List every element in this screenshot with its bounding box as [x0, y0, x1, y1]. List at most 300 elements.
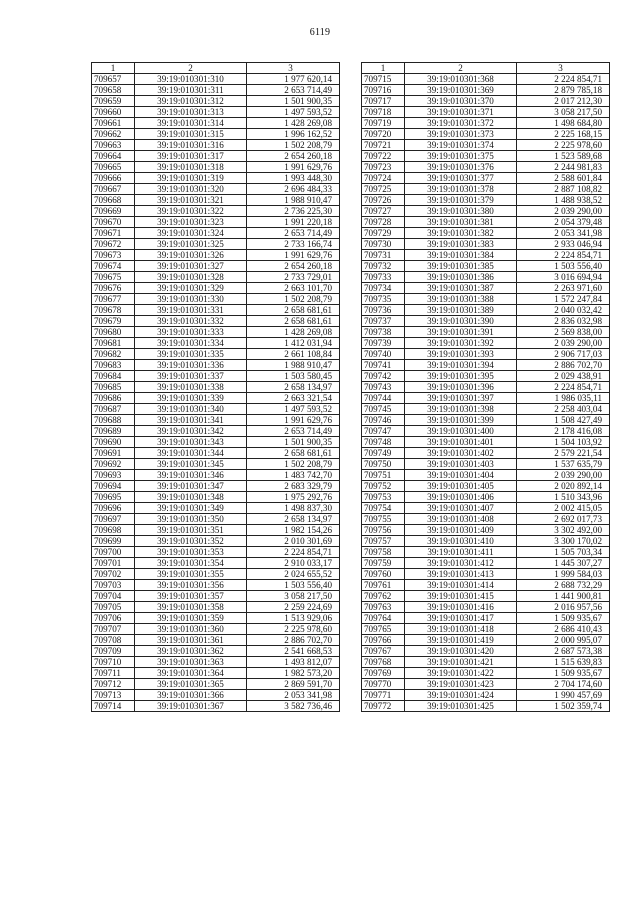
row-number-cell: 709674 [92, 261, 135, 272]
cadastral-number-cell: 39:19:010301:373 [405, 129, 517, 140]
cadastral-value-cell: 2 658 681,61 [247, 448, 340, 459]
cadastral-number-cell: 39:19:010301:398 [405, 404, 517, 415]
row-number-cell: 709665 [92, 162, 135, 173]
cadastral-number-cell: 39:19:010301:418 [405, 624, 517, 635]
cadastral-value-cell: 1 975 292,76 [247, 492, 340, 503]
cadastral-number-cell: 39:19:010301:368 [405, 74, 517, 85]
cadastral-value-cell: 1 503 556,40 [247, 580, 340, 591]
row-number-cell: 709730 [362, 239, 405, 250]
row-number-cell: 709660 [92, 107, 135, 118]
table-row [362, 228, 610, 239]
row-number-cell: 709766 [362, 635, 405, 646]
cadastral-value-cell: 2 588 601,84 [517, 173, 610, 184]
table-row [92, 404, 340, 415]
cadastral-number-cell: 39:19:010301:420 [405, 646, 517, 657]
cadastral-value-table-left [91, 62, 340, 712]
row-number-cell: 709751 [362, 470, 405, 481]
table-row [92, 657, 340, 668]
cadastral-number-cell: 39:19:010301:371 [405, 107, 517, 118]
row-number-cell: 709668 [92, 195, 135, 206]
cadastral-number-cell: 39:19:010301:376 [405, 162, 517, 173]
row-number-cell: 709763 [362, 602, 405, 613]
row-number-cell: 709731 [362, 250, 405, 261]
cadastral-value-cell: 2 224 854,71 [247, 547, 340, 558]
table-row [362, 162, 610, 173]
table-row [362, 305, 610, 316]
row-number-cell: 709682 [92, 349, 135, 360]
cadastral-number-cell: 39:19:010301:421 [405, 657, 517, 668]
row-number-cell: 709722 [362, 151, 405, 162]
cadastral-number-cell: 39:19:010301:316 [135, 140, 247, 151]
row-number-cell: 709703 [92, 580, 135, 591]
table-row [362, 327, 610, 338]
table-row [362, 591, 610, 602]
cadastral-value-cell: 2 040 032,42 [517, 305, 610, 316]
row-number-cell: 709664 [92, 151, 135, 162]
row-number-cell: 709719 [362, 118, 405, 129]
cadastral-value-cell: 2 733 166,74 [247, 239, 340, 250]
row-number-cell: 709735 [362, 294, 405, 305]
table-row [362, 239, 610, 250]
row-number-cell: 709669 [92, 206, 135, 217]
cadastral-number-cell: 39:19:010301:319 [135, 173, 247, 184]
cadastral-number-cell: 39:19:010301:331 [135, 305, 247, 316]
cadastral-value-cell: 1 991 629,76 [247, 415, 340, 426]
cadastral-number-cell: 39:19:010301:380 [405, 206, 517, 217]
table-row [92, 415, 340, 426]
row-number-cell: 709659 [92, 96, 135, 107]
table-row [362, 140, 610, 151]
cadastral-value-cell: 2 654 260,18 [247, 261, 340, 272]
row-number-cell: 709750 [362, 459, 405, 470]
table-row [92, 151, 340, 162]
cadastral-number-cell: 39:19:010301:318 [135, 162, 247, 173]
table-row [362, 503, 610, 514]
table-row [362, 668, 610, 679]
row-number-cell: 709675 [92, 272, 135, 283]
table-row [92, 558, 340, 569]
table-row [92, 85, 340, 96]
cadastral-value-cell: 2 224 854,71 [517, 74, 610, 85]
row-number-cell: 709757 [362, 536, 405, 547]
table-row [362, 85, 610, 96]
cadastral-number-cell: 39:19:010301:425 [405, 701, 517, 712]
cadastral-value-cell: 3 582 736,46 [247, 701, 340, 712]
cadastral-number-cell: 39:19:010301:419 [405, 635, 517, 646]
row-number-cell: 709690 [92, 437, 135, 448]
row-number-cell: 709733 [362, 272, 405, 283]
cadastral-value-cell: 2 053 341,98 [247, 690, 340, 701]
table-row [362, 624, 610, 635]
row-number-cell: 709760 [362, 569, 405, 580]
cadastral-number-cell: 39:19:010301:372 [405, 118, 517, 129]
cadastral-number-cell: 39:19:010301:409 [405, 525, 517, 536]
row-number-cell: 709718 [362, 107, 405, 118]
table-row [362, 184, 610, 195]
cadastral-value-cell: 2 733 729,01 [247, 272, 340, 283]
cadastral-value-cell: 2 224 854,71 [517, 250, 610, 261]
cadastral-value-cell: 2 029 438,91 [517, 371, 610, 382]
cadastral-number-cell: 39:19:010301:356 [135, 580, 247, 591]
cadastral-value-cell: 2 683 329,79 [247, 481, 340, 492]
row-number-cell: 709710 [92, 657, 135, 668]
cadastral-number-cell: 39:19:010301:370 [405, 96, 517, 107]
table-row [362, 481, 610, 492]
cadastral-value-cell: 2 663 321,54 [247, 393, 340, 404]
cadastral-number-cell: 39:19:010301:344 [135, 448, 247, 459]
row-number-cell: 709770 [362, 679, 405, 690]
table-row [92, 118, 340, 129]
cadastral-value-cell: 1 412 031,94 [247, 338, 340, 349]
cadastral-value-cell: 2 039 290,00 [517, 206, 610, 217]
row-number-cell: 709740 [362, 349, 405, 360]
table-row [362, 415, 610, 426]
table-row [92, 492, 340, 503]
cadastral-number-cell: 39:19:010301:396 [405, 382, 517, 393]
table-row [92, 646, 340, 657]
table-row [92, 250, 340, 261]
table-row [92, 261, 340, 272]
row-number-cell: 709687 [92, 404, 135, 415]
table-row [92, 129, 340, 140]
table-row [362, 118, 610, 129]
row-number-cell: 709723 [362, 162, 405, 173]
cadastral-number-cell: 39:19:010301:416 [405, 602, 517, 613]
row-number-cell: 709693 [92, 470, 135, 481]
row-number-cell: 709681 [92, 338, 135, 349]
cadastral-value-cell: 2 054 379,48 [517, 217, 610, 228]
table-row [92, 162, 340, 173]
table-row [92, 580, 340, 591]
cadastral-number-cell: 39:19:010301:315 [135, 129, 247, 140]
table-row [92, 470, 340, 481]
cadastral-value-cell: 3 058 217,50 [247, 591, 340, 602]
cadastral-value-cell: 1 513 929,06 [247, 613, 340, 624]
cadastral-number-cell: 39:19:010301:379 [405, 195, 517, 206]
row-number-cell: 709745 [362, 404, 405, 415]
cadastral-number-cell: 39:19:010301:355 [135, 569, 247, 580]
cadastral-number-cell: 39:19:010301:388 [405, 294, 517, 305]
cadastral-number-cell: 39:19:010301:382 [405, 228, 517, 239]
table-row [92, 481, 340, 492]
cadastral-number-cell: 39:19:010301:330 [135, 294, 247, 305]
row-number-cell: 709756 [362, 525, 405, 536]
row-number-cell: 709743 [362, 382, 405, 393]
table-row [92, 228, 340, 239]
row-number-cell: 709686 [92, 393, 135, 404]
table-row [92, 371, 340, 382]
cadastral-number-cell: 39:19:010301:343 [135, 437, 247, 448]
cadastral-number-cell: 39:19:010301:391 [405, 327, 517, 338]
cadastral-value-cell: 3 058 217,50 [517, 107, 610, 118]
table-row [362, 107, 610, 118]
cadastral-value-cell: 1 990 457,69 [517, 690, 610, 701]
table-row [362, 195, 610, 206]
row-number-cell: 709744 [362, 393, 405, 404]
table-row [92, 690, 340, 701]
cadastral-value-cell: 2 000 995,07 [517, 635, 610, 646]
cadastral-number-cell: 39:19:010301:384 [405, 250, 517, 261]
row-number-cell: 709677 [92, 294, 135, 305]
cadastral-number-cell: 39:19:010301:423 [405, 679, 517, 690]
cadastral-value-cell: 1 428 269,08 [247, 327, 340, 338]
cadastral-value-cell: 1 991 220,18 [247, 217, 340, 228]
table-row [92, 217, 340, 228]
cadastral-value-cell: 2 259 224,69 [247, 602, 340, 613]
table-row [92, 624, 340, 635]
table-row [362, 657, 610, 668]
table-row [92, 668, 340, 679]
row-number-cell: 709749 [362, 448, 405, 459]
table-row [92, 569, 340, 580]
cadastral-number-cell: 39:19:010301:392 [405, 338, 517, 349]
cadastral-value-cell: 2 696 484,33 [247, 184, 340, 195]
row-number-cell: 709670 [92, 217, 135, 228]
row-number-cell: 709717 [362, 96, 405, 107]
cadastral-value-cell: 1 977 620,14 [247, 74, 340, 85]
cadastral-number-cell: 39:19:010301:340 [135, 404, 247, 415]
cadastral-value-cell: 2 244 981,83 [517, 162, 610, 173]
table-row [92, 305, 340, 316]
cadastral-value-cell: 2 692 017,73 [517, 514, 610, 525]
table-row [362, 536, 610, 547]
row-number-cell: 709678 [92, 305, 135, 316]
cadastral-number-cell: 39:19:010301:314 [135, 118, 247, 129]
cadastral-number-cell: 39:19:010301:352 [135, 536, 247, 547]
row-number-cell: 709666 [92, 173, 135, 184]
cadastral-number-cell: 39:19:010301:322 [135, 206, 247, 217]
cadastral-value-cell: 2 039 290,00 [517, 338, 610, 349]
cadastral-value-cell: 2 910 033,17 [247, 558, 340, 569]
cadastral-value-cell: 1 445 307,27 [517, 558, 610, 569]
table-row [362, 261, 610, 272]
row-number-cell: 709759 [362, 558, 405, 569]
cadastral-value-cell: 1 988 910,47 [247, 195, 340, 206]
row-number-cell: 709679 [92, 316, 135, 327]
cadastral-number-cell: 39:19:010301:361 [135, 635, 247, 646]
row-number-cell: 709691 [92, 448, 135, 459]
row-number-cell: 709700 [92, 547, 135, 558]
table-row [362, 283, 610, 294]
row-number-cell: 709739 [362, 338, 405, 349]
cadastral-number-cell: 39:19:010301:321 [135, 195, 247, 206]
table-row [362, 635, 610, 646]
row-number-cell: 709764 [362, 613, 405, 624]
row-number-cell: 709726 [362, 195, 405, 206]
row-number-cell: 709712 [92, 679, 135, 690]
row-number-cell: 709714 [92, 701, 135, 712]
cadastral-number-cell: 39:19:010301:351 [135, 525, 247, 536]
cadastral-number-cell: 39:19:010301:329 [135, 283, 247, 294]
row-number-cell: 709725 [362, 184, 405, 195]
table-row [92, 393, 340, 404]
table-row [92, 96, 340, 107]
row-number-cell: 709673 [92, 250, 135, 261]
table-row [92, 448, 340, 459]
cadastral-value-cell: 2 658 681,61 [247, 316, 340, 327]
cadastral-number-cell: 39:19:010301:345 [135, 459, 247, 470]
table-row [362, 382, 610, 393]
table-row [362, 294, 610, 305]
cadastral-value-cell: 2 686 410,43 [517, 624, 610, 635]
cadastral-number-cell: 39:19:010301:362 [135, 646, 247, 657]
table-row [362, 173, 610, 184]
cadastral-number-cell: 39:19:010301:417 [405, 613, 517, 624]
table-row [92, 173, 340, 184]
cadastral-value-cell: 2 933 046,94 [517, 239, 610, 250]
row-number-cell: 709706 [92, 613, 135, 624]
row-number-cell: 709702 [92, 569, 135, 580]
table-row [92, 503, 340, 514]
table-row [362, 250, 610, 261]
cadastral-number-cell: 39:19:010301:408 [405, 514, 517, 525]
cadastral-number-cell: 39:19:010301:412 [405, 558, 517, 569]
cadastral-number-cell: 39:19:010301:358 [135, 602, 247, 613]
cadastral-number-cell: 39:19:010301:424 [405, 690, 517, 701]
cadastral-value-cell: 1 488 938,52 [517, 195, 610, 206]
row-number-cell: 709692 [92, 459, 135, 470]
row-number-cell: 709711 [92, 668, 135, 679]
cadastral-number-cell: 39:19:010301:406 [405, 492, 517, 503]
row-number-cell: 709671 [92, 228, 135, 239]
row-number-cell: 709767 [362, 646, 405, 657]
cadastral-value-cell: 1 505 703,34 [517, 547, 610, 558]
cadastral-number-cell: 39:19:010301:407 [405, 503, 517, 514]
cadastral-value-cell: 2 053 341,98 [517, 228, 610, 239]
row-number-cell: 709741 [362, 360, 405, 371]
column-header-2: 2 [135, 63, 247, 74]
cadastral-number-cell: 39:19:010301:414 [405, 580, 517, 591]
table-row [362, 404, 610, 415]
cadastral-number-cell: 39:19:010301:363 [135, 657, 247, 668]
cadastral-value-cell: 2 010 301,69 [247, 536, 340, 547]
cadastral-value-cell: 1 537 635,79 [517, 459, 610, 470]
cadastral-number-cell: 39:19:010301:350 [135, 514, 247, 525]
table-row [362, 459, 610, 470]
row-number-cell: 709732 [362, 261, 405, 272]
cadastral-number-cell: 39:19:010301:387 [405, 283, 517, 294]
cadastral-value-cell: 2 002 415,05 [517, 503, 610, 514]
table-row [362, 448, 610, 459]
table-row [362, 151, 610, 162]
cadastral-value-cell: 2 654 260,18 [247, 151, 340, 162]
row-number-cell: 709758 [362, 547, 405, 558]
cadastral-number-cell: 39:19:010301:401 [405, 437, 517, 448]
cadastral-number-cell: 39:19:010301:360 [135, 624, 247, 635]
cadastral-value-cell: 1 504 103,92 [517, 437, 610, 448]
cadastral-number-cell: 39:19:010301:404 [405, 470, 517, 481]
cadastral-value-cell: 1 502 208,79 [247, 459, 340, 470]
cadastral-number-cell: 39:19:010301:422 [405, 668, 517, 679]
cadastral-number-cell: 39:19:010301:349 [135, 503, 247, 514]
table-row [92, 514, 340, 525]
table-row [92, 239, 340, 250]
cadastral-value-cell: 1 483 742,70 [247, 470, 340, 481]
table-row [92, 426, 340, 437]
table-row [362, 338, 610, 349]
row-number-cell: 709753 [362, 492, 405, 503]
cadastral-number-cell: 39:19:010301:405 [405, 481, 517, 492]
cadastral-value-cell: 1 523 589,68 [517, 151, 610, 162]
table-row [92, 701, 340, 712]
table-row [362, 470, 610, 481]
cadastral-number-cell: 39:19:010301:365 [135, 679, 247, 690]
cadastral-number-cell: 39:19:010301:332 [135, 316, 247, 327]
table-row [362, 690, 610, 701]
cadastral-number-cell: 39:19:010301:402 [405, 448, 517, 459]
cadastral-value-cell: 2 020 892,14 [517, 481, 610, 492]
table-row [362, 525, 610, 536]
cadastral-value-cell: 2 661 108,84 [247, 349, 340, 360]
row-number-cell: 709707 [92, 624, 135, 635]
cadastral-value-cell: 1 988 910,47 [247, 360, 340, 371]
row-number-cell: 709689 [92, 426, 135, 437]
table-row [362, 371, 610, 382]
table-row [92, 327, 340, 338]
row-number-cell: 709699 [92, 536, 135, 547]
cadastral-number-cell: 39:19:010301:334 [135, 338, 247, 349]
table-row [92, 294, 340, 305]
cadastral-value-cell: 2 225 168,15 [517, 129, 610, 140]
table-row [362, 349, 610, 360]
table-row [362, 547, 610, 558]
table-row [362, 360, 610, 371]
table-row [362, 272, 610, 283]
row-number-cell: 709667 [92, 184, 135, 195]
table-row [92, 547, 340, 558]
table-row [92, 635, 340, 646]
cadastral-value-cell: 1 509 935,67 [517, 668, 610, 679]
table-row [92, 107, 340, 118]
row-number-cell: 709685 [92, 382, 135, 393]
cadastral-number-cell: 39:19:010301:320 [135, 184, 247, 195]
row-number-cell: 709762 [362, 591, 405, 602]
table-row [362, 569, 610, 580]
table-header-row [92, 63, 340, 74]
table-row [92, 591, 340, 602]
table-row [362, 437, 610, 448]
row-number-cell: 709698 [92, 525, 135, 536]
cadastral-number-cell: 39:19:010301:326 [135, 250, 247, 261]
table-row [92, 525, 340, 536]
table-row [362, 393, 610, 404]
cadastral-value-cell: 2 886 702,70 [517, 360, 610, 371]
cadastral-number-cell: 39:19:010301:397 [405, 393, 517, 404]
cadastral-value-cell: 1 441 900,81 [517, 591, 610, 602]
cadastral-number-cell: 39:19:010301:325 [135, 239, 247, 250]
cadastral-value-cell: 2 258 403,04 [517, 404, 610, 415]
cadastral-value-cell: 3 302 492,00 [517, 525, 610, 536]
cadastral-value-cell: 2 224 854,71 [517, 382, 610, 393]
table-row [92, 459, 340, 470]
cadastral-value-cell: 1 508 427,49 [517, 415, 610, 426]
row-number-cell: 709729 [362, 228, 405, 239]
cadastral-value-cell: 1 510 343,96 [517, 492, 610, 503]
cadastral-number-cell: 39:19:010301:400 [405, 426, 517, 437]
table-row [362, 701, 610, 712]
cadastral-number-cell: 39:19:010301:375 [405, 151, 517, 162]
cadastral-value-cell: 2 653 714,49 [247, 85, 340, 96]
table-row [92, 195, 340, 206]
cadastral-value-cell: 1 993 448,30 [247, 173, 340, 184]
row-number-cell: 709701 [92, 558, 135, 569]
cadastral-number-cell: 39:19:010301:415 [405, 591, 517, 602]
table-row [92, 360, 340, 371]
cadastral-number-cell: 39:19:010301:333 [135, 327, 247, 338]
cadastral-number-cell: 39:19:010301:328 [135, 272, 247, 283]
cadastral-number-cell: 39:19:010301:381 [405, 217, 517, 228]
cadastral-value-cell: 2 178 416,08 [517, 426, 610, 437]
